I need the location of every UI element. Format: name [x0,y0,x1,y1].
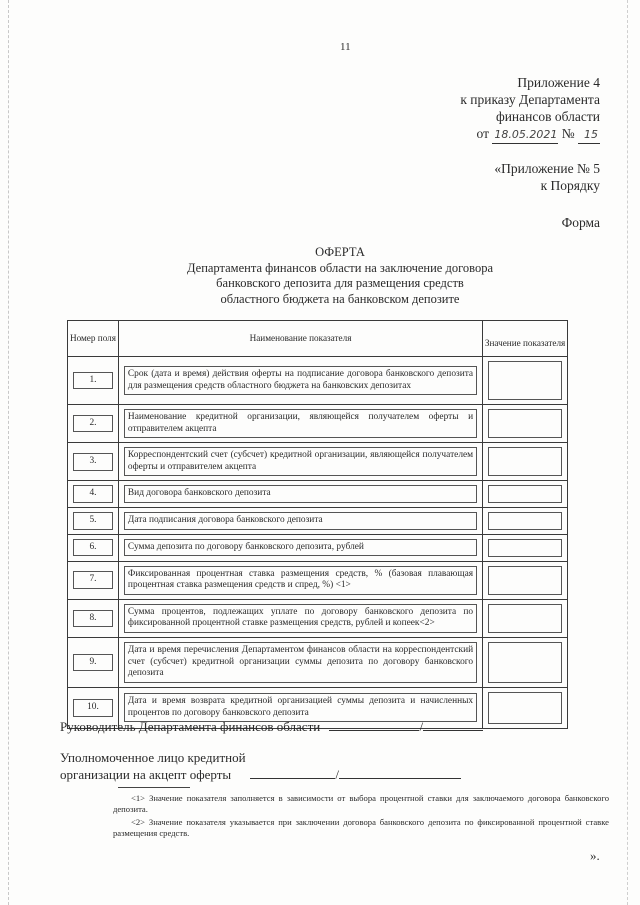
row-number: 8. [73,610,113,628]
row-value-cell [483,507,568,534]
row-number-cell [68,534,119,561]
row-name: Срок (дата и время) действия оферты на подписание договора банковского депозита для размещения средств областного бюджета на банковских депозитах [124,366,477,395]
row-name: Фиксированная процентная ставка размещения средств, % (базовая плавающая процентная ставка размещения средств и спред, %) <1> [124,566,477,595]
page-number: 11 [340,41,351,53]
authorized-label-2-line [60,766,461,783]
row-number: 7. [73,571,113,589]
title-line-3: банковского депозита для размещения средств [216,276,464,290]
row-value-cell [483,637,568,687]
row-number: 4. [73,485,113,503]
row-number: 9. [73,654,113,672]
table-row [68,481,568,508]
row-number-cell [68,481,119,508]
row-name: Дата и время возврата кредитной организацией суммы депозита и начисленных процентов по договору банковского депозита [124,693,477,722]
row-number: 3. [73,453,113,471]
table-row [68,443,568,481]
row-value-cell [483,599,568,637]
row-name: Корреспондентский счет (субсчет) кредитной организации, являющейся получателем оферты и отправителем акцепта [124,447,477,476]
authorized-label-1: Уполномоченное лицо кредитной [60,750,246,765]
table-row [68,599,568,637]
header-line-1: Приложение 4 [517,75,600,90]
row-name-cell [118,599,482,637]
appendix-line-2: к Порядку [540,178,600,193]
row-value-cell [483,481,568,508]
number-prefix: № [561,126,575,141]
row-name-cell [118,637,482,687]
title-line-1: ОФЕРТА [315,245,365,259]
scan-edge-left [8,0,11,905]
row-value-box [488,361,562,400]
footnote-2: <2> Значение показателя указывается при заключении договора банковского депозита по фиксированной процентной ставке размещения средств. [113,817,609,838]
table-row [68,561,568,599]
row-value-box [488,485,562,503]
table-row [68,637,568,687]
row-value-box [488,409,562,438]
row-number-cell [68,561,119,599]
footnote-separator [118,787,190,788]
title-line-4: областного бюджета на банковском депозите [220,291,460,306]
closing-quote: ». [590,848,600,863]
row-value-box [488,512,562,530]
authorized-signature-field [250,766,335,779]
header-value: Значение показателя [483,321,568,357]
row-number: 10. [73,699,113,717]
offer-table [67,320,568,729]
row-value-box [488,447,562,476]
head-signature-slash: / [419,719,424,734]
row-value-box [488,692,562,724]
head-name-field [423,718,483,731]
row-name-cell [118,507,482,534]
row-number-cell [68,507,119,534]
row-name: Дата и время перечисления Департаментом финансов области на корреспондентский счет (субсчет) кредитной организации суммы депозита по договору банковского депозита [124,642,477,683]
authorized-label-2: организации на акцепт оферты [60,767,232,782]
row-name-cell [118,357,482,405]
row-value-cell [483,687,568,728]
header-name: Наименование показателя [118,321,482,357]
row-value-box [488,642,562,683]
row-value-cell [483,405,568,443]
authorized-name-field [339,766,461,779]
head-signature-label: Руководитель Департамента финансов области [60,719,321,734]
form-label: Форма [561,215,600,230]
row-name-cell [118,443,482,481]
footnote-1: <1> Значение показателя заполняется в зависимости от выбора процентной ставки для заключаемого договора банковского депозита. [113,793,609,814]
authorized-signature-slash: / [335,767,340,782]
document-title [150,245,530,307]
row-value-cell [483,561,568,599]
row-name: Сумма процентов, подлежащих уплате по договору банковского депозита по фиксированной процентной ставке размещения средств, рублей и копеек<2> [124,604,477,633]
header-date-line [460,125,600,144]
row-value-box [488,566,562,595]
header-line-3: финансов области [495,109,600,124]
table-header-row [68,321,568,357]
title-line-2: Департамента финансов области на заключение договора [186,260,494,275]
row-name: Наименование кредитной организации, являющейся получателем оферты и отправителем акцепта [124,409,477,438]
table-row [68,534,568,561]
row-number: 6. [73,539,113,557]
table-row [68,357,568,405]
number-value: 15 [578,126,600,144]
row-name-cell [118,534,482,561]
row-number: 1. [73,372,113,390]
date-prefix: от [476,126,489,141]
appendix-line-1: «Приложение № 5 [494,161,600,176]
row-name-cell [118,481,482,508]
table-row [68,405,568,443]
header-block [460,74,600,144]
row-name: Сумма депозита по договору банковского депозита, рублей [124,539,477,557]
row-value-cell [483,357,568,405]
head-signature-line [60,718,483,735]
row-name: Вид договора банковского депозита [124,485,477,503]
row-value-cell [483,443,568,481]
scan-edge-right [627,0,630,905]
date-value: 18.05.2021 [492,126,558,144]
header-number: Номер поля [68,321,119,357]
row-name-cell [118,561,482,599]
row-name: Дата подписания договора банковского депозита [124,512,477,530]
row-number: 2. [73,415,113,433]
row-value-cell [483,534,568,561]
row-value-box [488,604,562,633]
row-number: 5. [73,512,113,530]
row-number-cell [68,357,119,405]
row-number-cell [68,405,119,443]
head-signature-field [329,718,419,731]
row-number-cell [68,599,119,637]
header-line-2: к приказу Департамента [460,92,600,107]
table-row [68,507,568,534]
row-value-box [488,539,562,557]
authorized-signature-block [60,750,461,783]
row-number-cell [68,637,119,687]
row-number-cell [68,443,119,481]
appendix-block [494,160,600,194]
row-name-cell [118,405,482,443]
